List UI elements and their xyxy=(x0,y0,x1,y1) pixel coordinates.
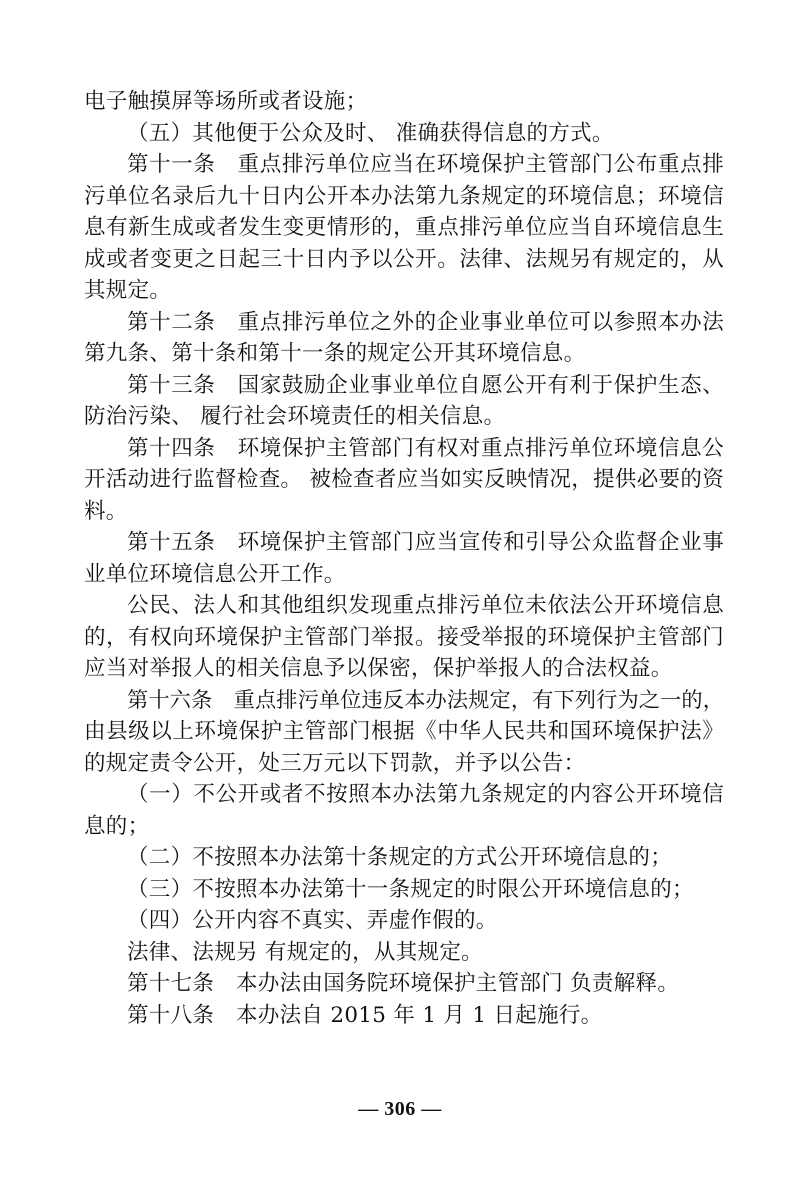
text-line: 由县级以上环境保护主管部门根据《中华人民共和国环境保护法》 xyxy=(84,719,724,744)
text-line: 第十三条 国家鼓励企业事业单位自愿公开有利于保护生态、 xyxy=(127,372,724,398)
text-line: 其规定。 xyxy=(84,278,172,303)
text-line: 公民、法人和其他组织发现重点排污单位未依法公开环境信息 xyxy=(127,593,724,618)
text-line: （三）不按照本办法第十一条规定的时限公开环境信息的； xyxy=(127,876,694,902)
text-line: 应当对举报人的相关信息予以保密，保护举报人的合法权益。 xyxy=(84,656,673,681)
text-line: 成或者变更之日起三十日内予以公开。法律、法规另有规定的，从 xyxy=(84,246,724,272)
text-line: 开活动进行监督检查。 被检查者应当如实反映情况，提供必要的资 xyxy=(84,467,724,492)
text-line: 的规定责令公开，处三万元以下罚款，并予以公告： xyxy=(84,750,586,776)
text-line: 第十一条 重点排污单位应当在环境保护主管部门公布重点排 xyxy=(127,152,724,177)
page-number: — 306 — xyxy=(358,1098,442,1120)
text-line: （一）不公开或者不按照本办法第九条规定的内容公开环境信 xyxy=(127,782,724,807)
text-line: 法律、法规另 有规定的，从其规定。 xyxy=(127,939,483,965)
text-line: 第十八条 本办法自 2015 年 1 月 1 日起施行。 xyxy=(127,1002,603,1028)
text-line: 息有新生成或者发生变更情形的，重点排污单位应当自环境信息生 xyxy=(84,215,724,240)
text-line: （二）不按照本办法第十条规定的方式公开环境信息的； xyxy=(127,845,673,870)
text-line: 第九条、第十条和第十一条的规定公开其环境信息。 xyxy=(84,341,586,366)
text-line: 污单位名录后九十日内公开本办法第九条规定的环境信息；环境信 xyxy=(84,183,724,209)
text-line: （五）其他便于公众及时、 准确获得信息的方式。 xyxy=(127,120,614,146)
text-line: 第十七条 本办法由国务院环境保护主管部门 负责解释。 xyxy=(127,971,680,996)
text-line: （四）公开内容不真实、弄虚作假的。 xyxy=(127,908,498,933)
text-line: 料。 xyxy=(84,498,128,524)
text-line: 的，有权向环境保护主管部门举报。接受举报的环境保护主管部门 xyxy=(84,624,724,650)
body-text xyxy=(84,86,724,1031)
text-line: 第十二条 重点排污单位之外的企业事业单位可以参照本办法 xyxy=(127,309,724,335)
text-line: 业单位环境信息公开工作。 xyxy=(84,561,346,587)
text-line: 电子触摸屏等场所或者设施； xyxy=(84,89,368,114)
text-line: 第十四条 环境保护主管部门有权对重点排污单位环境信息公 xyxy=(127,435,724,461)
text-line: 第十五条 环境保护主管部门应当宣传和引导公众监督企业事 xyxy=(127,530,724,555)
text-line: 防治污染、 履行社会环境责任的相关信息。 xyxy=(84,404,506,429)
text-line: 息的； xyxy=(84,813,150,839)
text-line: 第十六条 重点排污单位违反本办法规定，有下列行为之一的， xyxy=(127,687,724,713)
